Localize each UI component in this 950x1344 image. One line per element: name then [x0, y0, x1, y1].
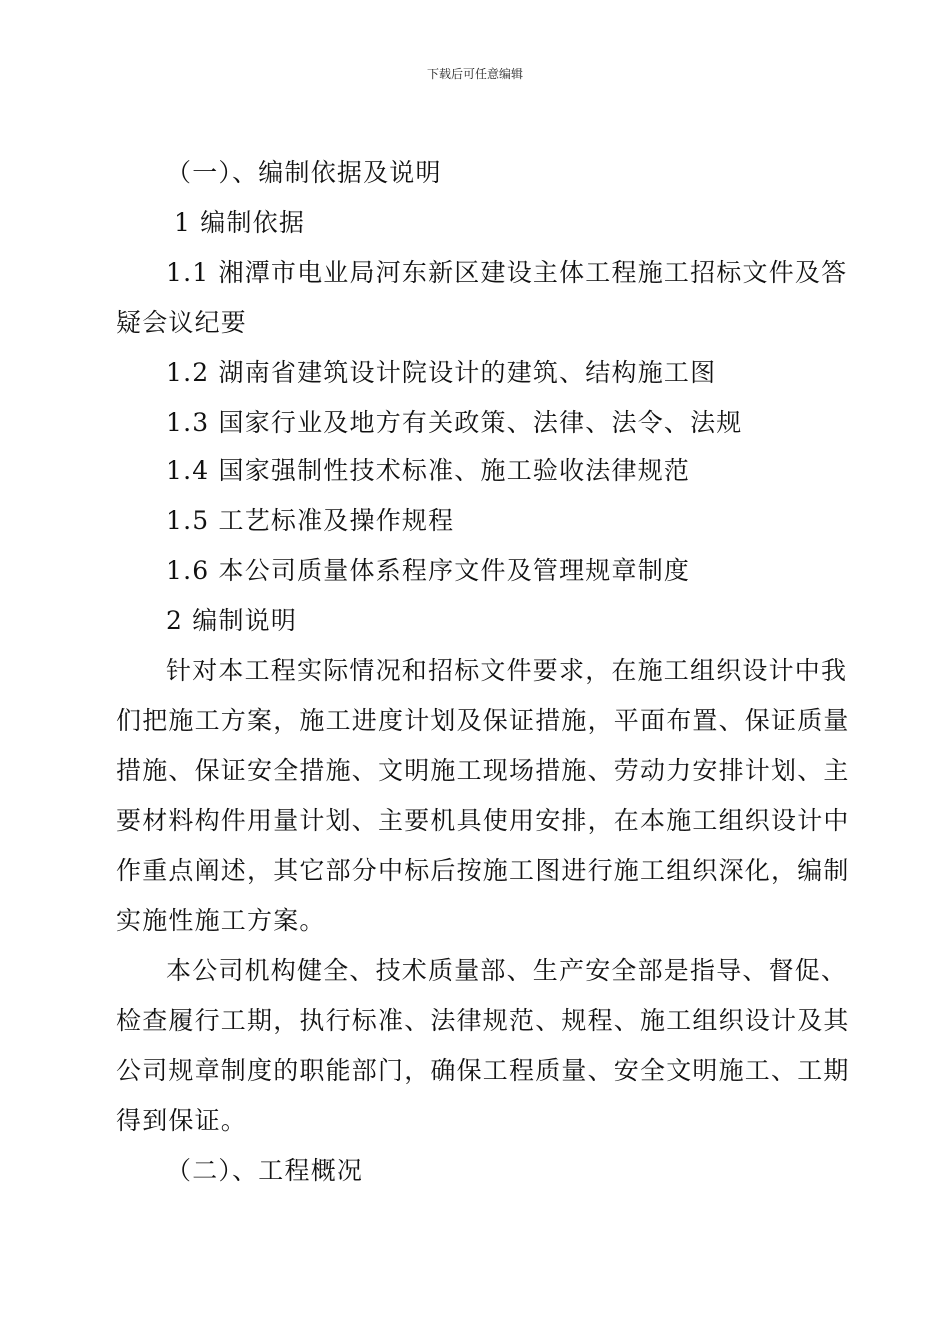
- paragraph-1-line: 措施、保证安全措施、文明施工现场措施、劳动力安排计划、主: [116, 756, 850, 785]
- subsection-heading-explanation: 2 编制说明: [166, 606, 298, 635]
- paragraph-1-line: 们把施工方案，施工进度计划及保证措施，平面布置、保证质量: [116, 706, 850, 735]
- page-header-note: 下载后可任意编辑: [426, 67, 523, 81]
- paragraph-1-line: 作重点阐述，其它部分中标后按施工图进行施工组织深化，编制: [116, 856, 850, 885]
- list-item-1-5: 1.5 工艺标准及操作规程: [166, 506, 455, 535]
- list-item-1-6: 1.6 本公司质量体系程序文件及管理规章制度: [166, 556, 691, 585]
- list-item-1-1: 1.1 湘潭市电业局河东新区建设主体工程施工招标文件及答: [166, 258, 848, 287]
- paragraph-1-line: 针对本工程实际情况和招标文件要求，在施工组织设计中我: [166, 656, 848, 685]
- paragraph-2-line: 本公司机构健全、技术质量部、生产安全部是指导、督促、: [166, 956, 848, 985]
- section-heading-1: （一）、编制依据及说明: [166, 158, 442, 187]
- section-heading-2: （二）、工程概况: [166, 1156, 364, 1185]
- paragraph-2-line: 公司规章制度的职能部门，确保工程质量、安全文明施工、工期: [116, 1056, 850, 1085]
- paragraph-2-line: 得到保证。: [116, 1106, 248, 1135]
- paragraph-1-line: 要材料构件用量计划、主要机具使用安排，在本施工组织设计中: [116, 806, 850, 835]
- subsection-heading-basis: 1 编制依据: [174, 208, 306, 237]
- list-item-1-2: 1.2 湖南省建筑设计院设计的建筑、结构施工图: [166, 358, 717, 387]
- list-item-1-1-continued: 疑会议纪要: [116, 308, 248, 337]
- paragraph-1-line: 实施性施工方案。: [116, 906, 326, 935]
- list-item-1-4: 1.4 国家强制性技术标准、施工验收法律规范: [166, 456, 691, 485]
- list-item-1-3: 1.3 国家行业及地方有关政策、法律、法令、法规: [166, 408, 743, 437]
- paragraph-2-line: 检查履行工期，执行标准、法律规范、规程、施工组织设计及其: [116, 1006, 850, 1035]
